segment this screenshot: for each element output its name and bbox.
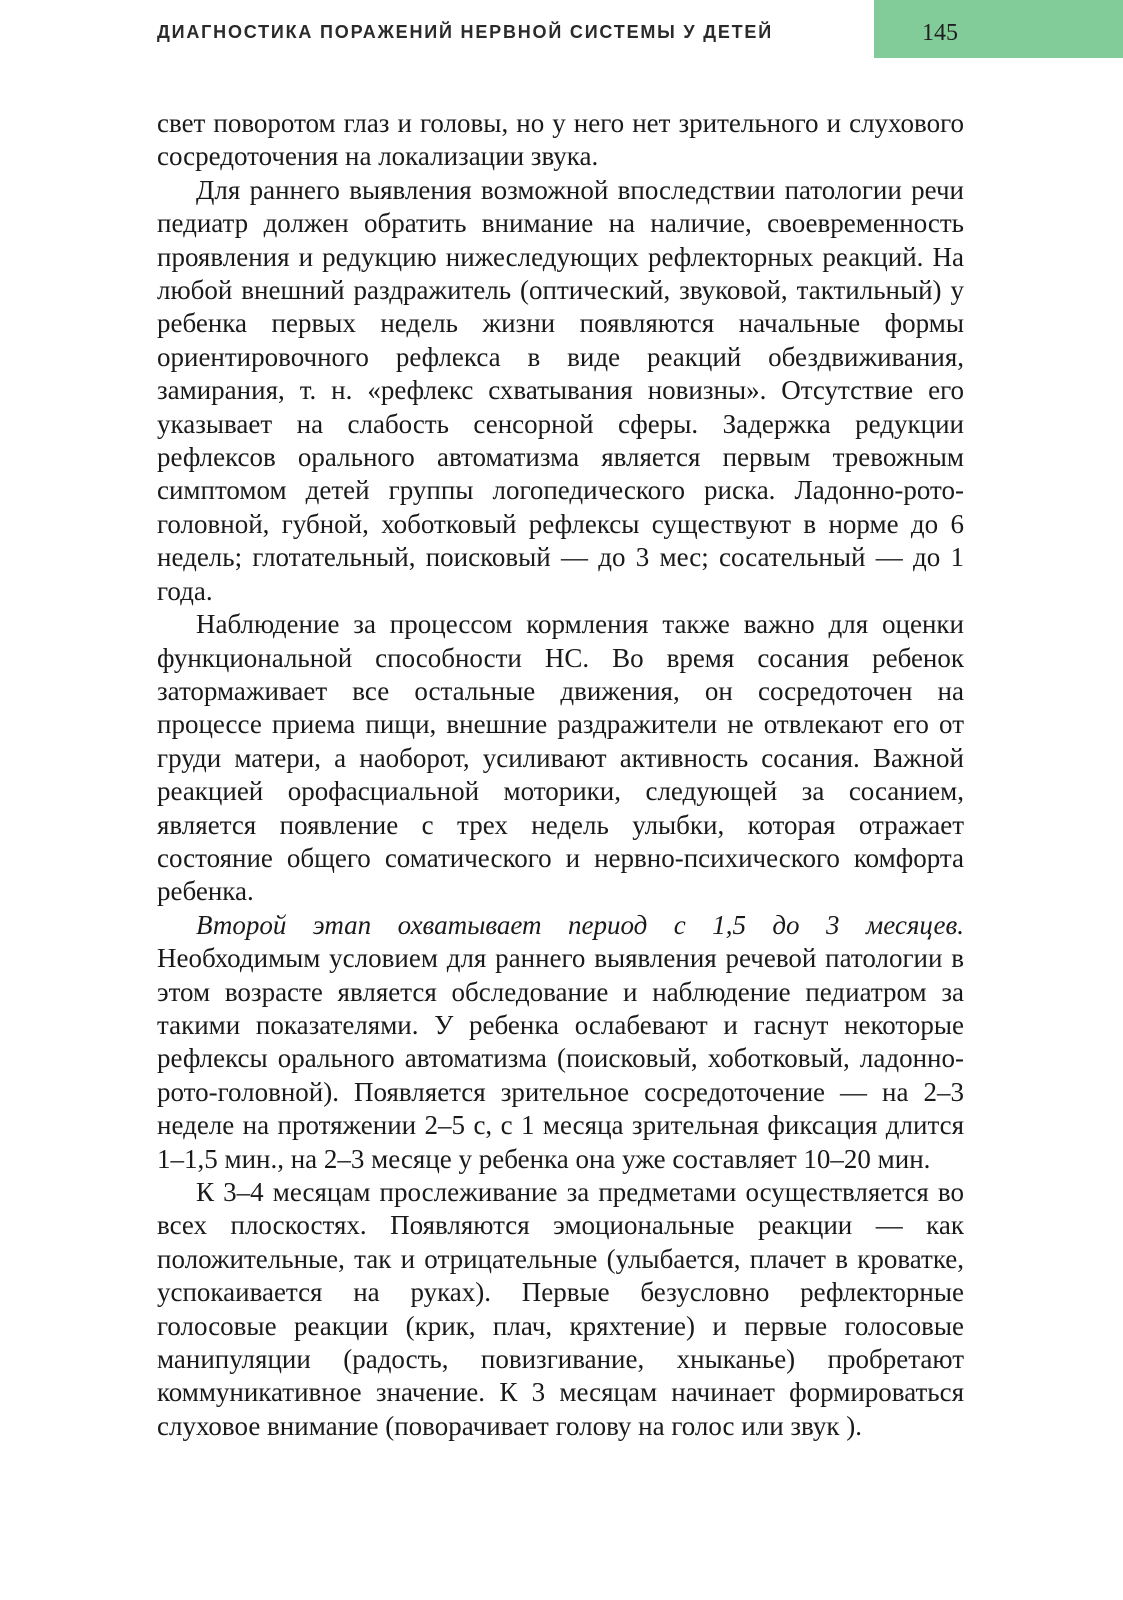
paragraph-4-italic-lead: Второй этап охватывает период с 1,5 до 3 месяцев. (196, 909, 964, 940)
paragraph-1-text: свет поворотом глаз и головы, но у него нет зрительного и слухового сосредоточения на локализации звука. (157, 108, 964, 172)
paragraph-4 (157, 909, 964, 1176)
running-head-title: ДИАГНОСТИКА ПОРАЖЕНИЙ НЕРВНОЙ СИСТЕМЫ У ДЕТЕЙ (157, 22, 773, 42)
paragraph-1 (157, 107, 964, 174)
paragraph-5 (157, 1176, 964, 1443)
paragraph-3 (157, 608, 964, 909)
paragraph-4-text: Необходимым условием для раннего выявления речевой патологии в этом возрасте является обследование и наблюдение педиатром за такими показателями. У ребенка ослабевают и гаснут некоторые рефлексы орального автоматизма (поисковый, хоботковый, ладонно-рото-головной). Появляется зрительное сосредоточение — на 2–3 неделе на протяжении 2–5 с, с 1 месяца зрительная фиксация длится 1–1,5 мин., на 2–3 месяце у ребенка она уже составляет 10–20 мин. (157, 943, 964, 1174)
page-number-tab (874, 0, 1123, 58)
page-number: 145 (922, 20, 958, 46)
paragraph-3-text: Наблюдение за процессом кормления также важно для оценки функциональной способности НС. Во время сосания ребенок затормаживает все остальные движения, он сосредоточен на процессе приема пищи, внешние раздражители не отвлекают его от груди матери, а наоборот, усиливают активность сосания. Важной реакцией орофасциальной моторики, следующей за сосанием, является появление с трех недель улыбки, которая отражает состояние общего соматического и нервно-психического комфорта ребенка. (157, 609, 964, 907)
paragraph-2-text: Для раннего выявления возможной впоследствии патологии речи педиатр должен обратить внимание на наличие, своевременность проявления и редукцию нижеследующих рефлекторных реакций. На любой внешний раздражитель (оптический, звуковой, тактильный) у ребенка первых недель жизни появляются начальные формы ориентировочного рефлекса в виде реакций обездвиживания, замирания, т. н. «рефлекс схватывания новизны». Отсутствие его указывает на слабость сенсорной сферы. Задержка редукции рефлексов орального автоматизма является первым тревожным симптомом детей группы логопедического риска. Ладонно-рото-головной, губной, хоботковый рефлексы существуют в норме до 6 недель; глотательный, поисковый — до 3 мес; сосательный — до 1 года. (157, 174, 964, 606)
paragraph-5-text: К 3–4 месяцам прослеживание за предметами осуществляется во всех плоскостях. Появляются эмоциональные реакции — как положительные, так и отрицательные (улыбается, плачет в кроватке, успокаивается на руках). Первые безусловно рефлекторные голосовые реакции (крик, плач, кряхтение) и первые голосовые манипуляции (радость, повизгивание, хныканье) пробретают коммуникативное значение. К 3 месяцам начинает формироваться слуховое внимание (поворачивает голову на голос или звук ). (157, 1177, 964, 1441)
body-text (157, 107, 964, 1443)
paragraph-2 (157, 174, 964, 608)
